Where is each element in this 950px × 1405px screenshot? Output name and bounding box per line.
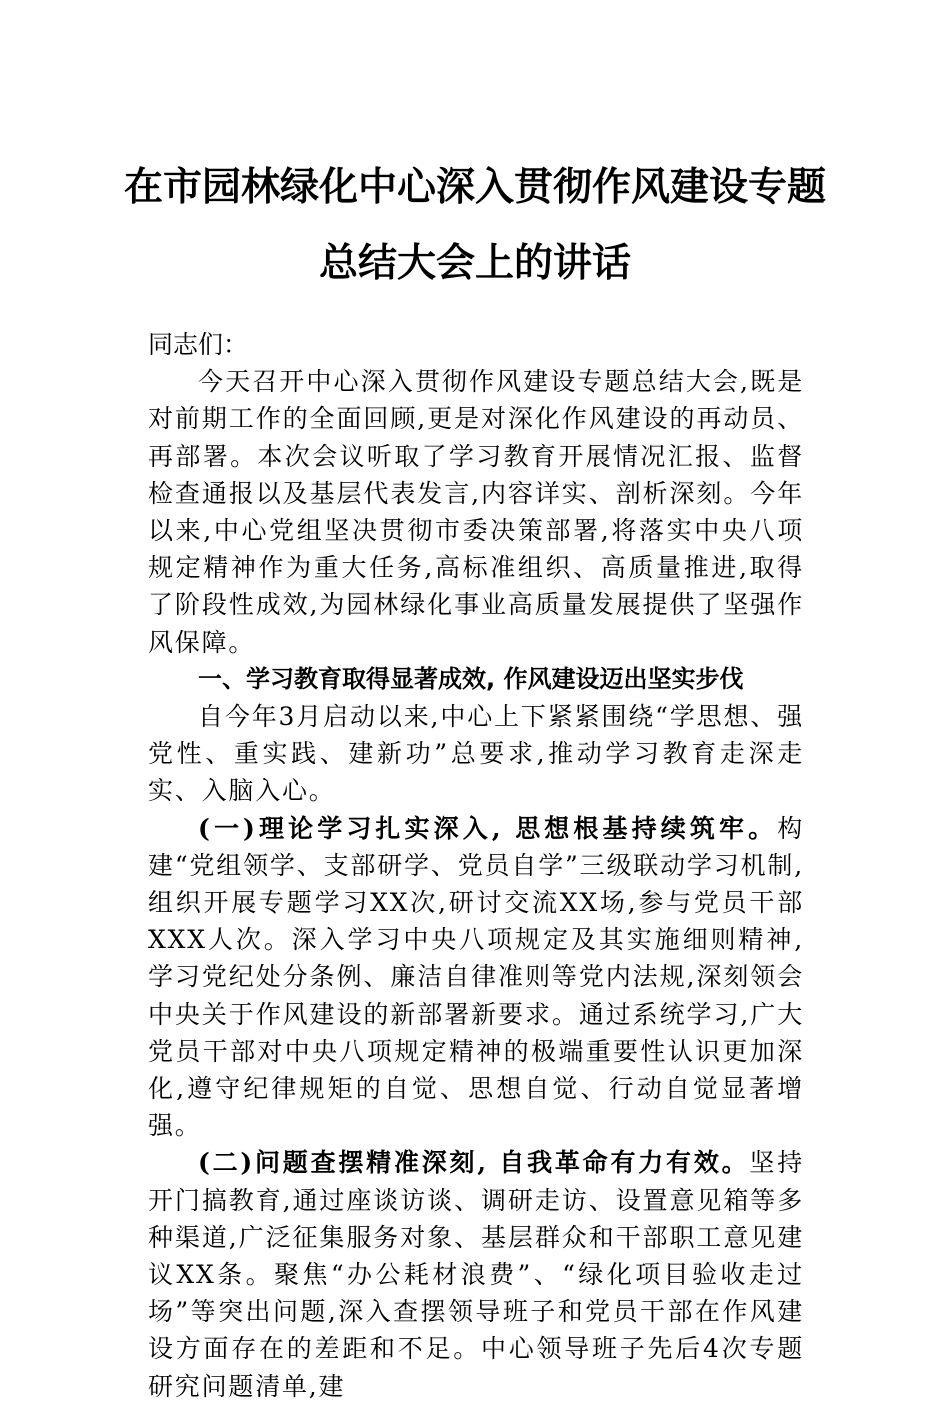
salutation: 同志们： — [148, 330, 249, 359]
subsection-2-paragraph — [148, 1144, 804, 1404]
subsection-1-lead: (一)理论学习扎实深入, 思想根基持续筑牢。 — [198, 813, 778, 843]
subsection-2-body: 坚持开门搞教育,通过座谈访谈、调研走访、设置意见箱等多种渠道,广泛征集服务对象、基层群众和干部职工意见建议XX条。聚焦“办公耗材浪费”、“绿化项目验收走过场”等突出问题,深入查摆领导班子和党员干部在作风建设方面存在的差距和不足。中心领导班子先后4次专题研究问题清单,建 — [148, 1148, 804, 1401]
subsection-1-body: 构建“党组领学、支部研学、党员自学”三级联动学习机制,组织开展专题学习XX次,研讨交流XX场,参与党员干部XXX人次。深入学习中央八项规定及其实施细则精神,学习党纪处分条例、廉洁自律准则等党内法规,深刻领会中央关于作风建设的新部署新要求。通过系统学习,广大党员干部对中央八项规定精神的极端重要性认识更加深化,遵守纪律规矩的自觉、思想自觉、行动自觉显著增强。 — [148, 813, 804, 1141]
title-line-1: 在市园林绿化中心深入贯彻作风建设专题 — [123, 165, 826, 210]
intro-paragraph: 今天召开中心深入贯彻作风建设专题总结大会,既是对前期工作的全面回顾,更是对深化作风建设的再动员、再部署。本次会议听取了学习教育开展情况汇报、监督检查通报以及基层代表发言,内容详实、剖析深刻。今年以来,中心党组坚决贯彻市委决策部署,将落实中央八项规定精神作为重大任务,高标准组织、高质量推进,取得了阶段性成效,为园林绿化事业高质量发展提供了坚强作风保障。 — [148, 367, 804, 657]
title-line-2: 总结大会上的讲话 — [318, 241, 631, 286]
section-heading: 一、学习教育取得显著成效, 作风建设迈出坚实步伐 — [198, 664, 744, 693]
section-intro-paragraph: 自今年3月启动以来,中心上下紧紧围绕“学思想、强党性、重实践、建新功”总要求,推动学习教育走深走实、入脑入心。 — [148, 702, 804, 806]
document-title — [0, 150, 950, 302]
document-body — [148, 326, 804, 1405]
subsection-2-lead: (二)问题查摆精准深刻, 自我革命有力有效。 — [198, 1148, 750, 1178]
subsection-1-paragraph — [148, 810, 804, 1145]
